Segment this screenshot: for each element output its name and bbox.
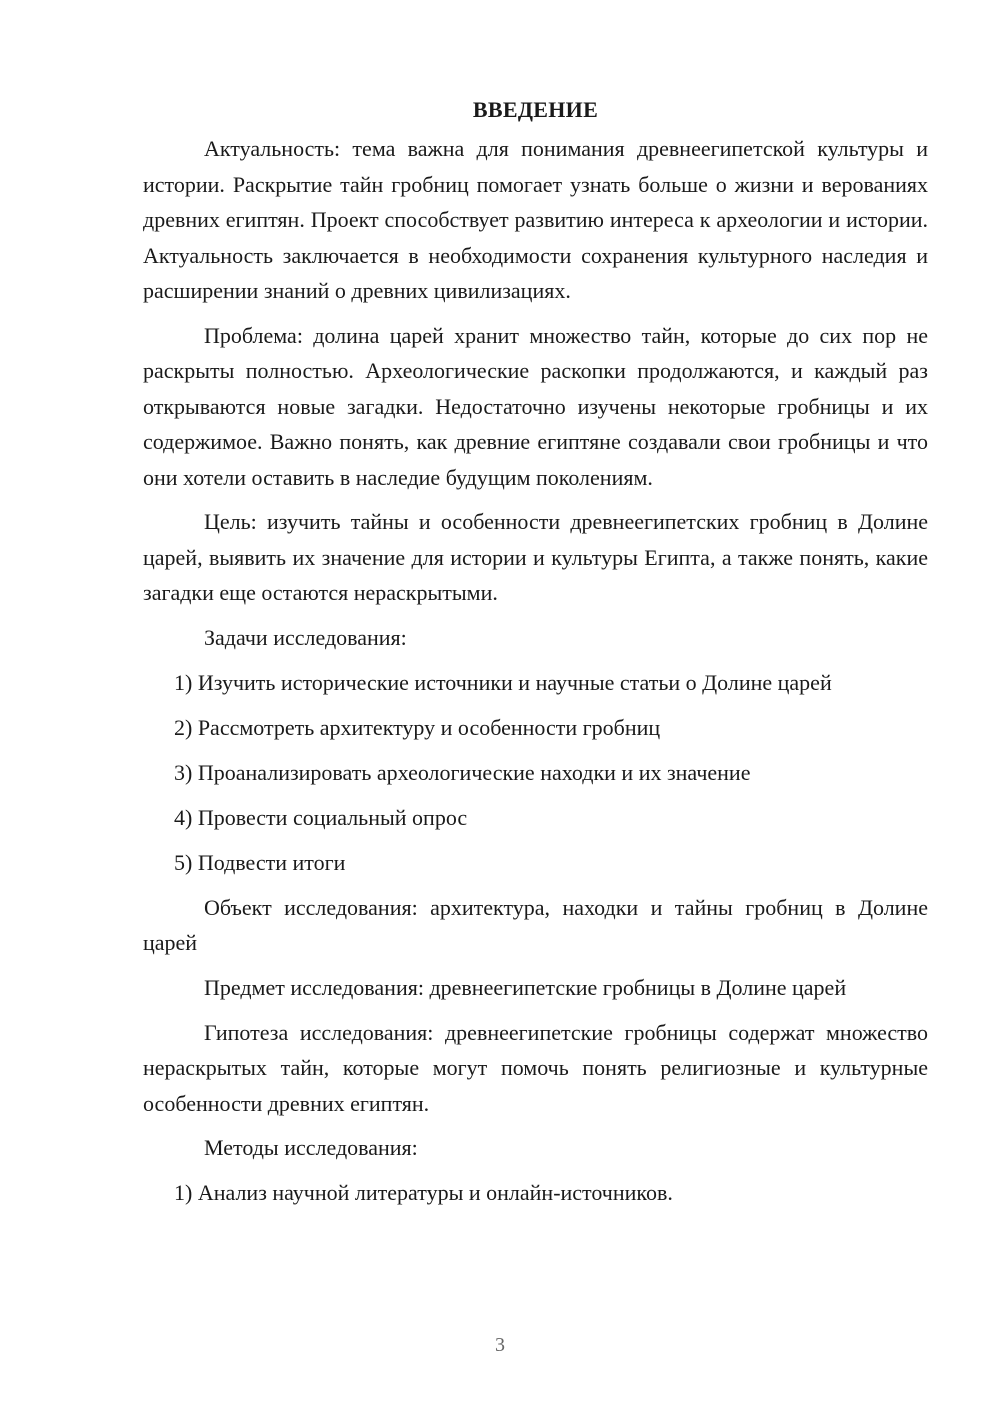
- relevance-paragraph: Актуальность: тема важна для понимания древнеегипетской культуры и истории. Раскрытие тайн гробниц помогает узнать больше о жизни и верованиях древних египтян. Проект способствует развитию интереса к археологии и истории. Актуальность заключается в необходимости сохранения культурного наследия и расширении знаний о древних цивилизациях.: [143, 136, 928, 303]
- document-page: [143, 92, 928, 1220]
- methods-heading: Методы исследования:: [204, 1135, 418, 1160]
- object-paragraph: Объект исследования: архитектура, находки и тайны гробниц в Долине царей: [143, 894, 928, 955]
- task-item-4: 4) Провести социальный опрос: [174, 804, 468, 830]
- hypothesis-paragraph: Гипотеза исследования: древнеегипетские гробницы содержат множество нераскрытых тайн, которые могут помочь понять религиозные и культурные особенности древних египтян.: [143, 1019, 928, 1116]
- task-item-3: 3) Проанализировать археологические находки и их значение: [174, 759, 751, 785]
- task-item-1: 1) Изучить исторические источники и научные статьи о Долине царей: [174, 669, 832, 695]
- section-title: ВВЕДЕНИЕ: [472, 97, 599, 122]
- subject-paragraph: Предмет исследования: древнеегипетские гробницы в Долине царей: [204, 974, 847, 1000]
- task-item-2: 2) Рассмотреть архитектуру и особенности гробниц: [174, 714, 661, 740]
- method-item-1: 1) Анализ научной литературы и онлайн-источников.: [174, 1180, 673, 1205]
- tasks-heading: Задачи исследования:: [204, 624, 407, 650]
- task-item-5: 5) Подвести итоги: [174, 849, 346, 875]
- page-number: 3: [495, 1334, 505, 1356]
- problem-paragraph: Проблема: долина царей хранит множество тайн, которые до сих пор не раскрыты полностью. Археологические раскопки продолжаются, и каждый раз открываются новые загадки. Недостаточно изучены некоторые гробницы и их содержимое. Важно понять, как древние египтяне создавали свои гробницы и что они хотели оставить в наследие будущим поколениям.: [143, 322, 928, 490]
- goal-paragraph: Цель: изучить тайны и особенности древнеегипетских гробниц в Долине царей, выявить их значение для истории и культуры Египта, а также понять, какие загадки еще остаются нераскрытыми.: [143, 509, 928, 605]
